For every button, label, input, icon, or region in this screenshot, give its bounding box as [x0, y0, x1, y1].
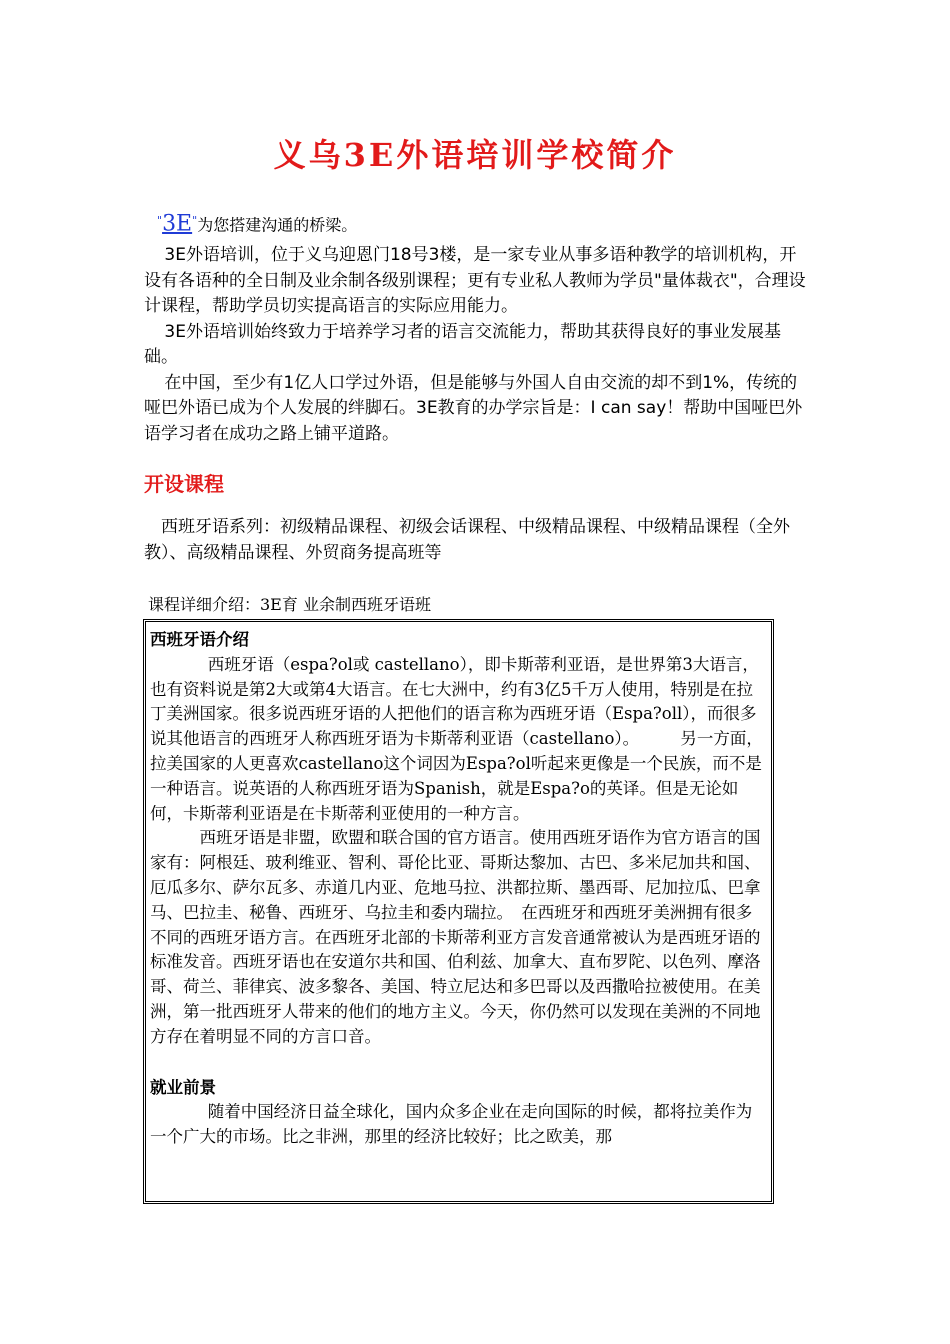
intro-paragraph: 在中国，至少有1亿人口学过外语，但是能够与外国人自由交流的却不到1%，传统的哑巴外语已成为个人发展的绊脚石。3E教育的办学宗旨是：I can say！帮助中国哑巴外语学习者在成功之路上铺平道路。: [144, 372, 803, 444]
slogan-open-quote: ": [157, 214, 163, 227]
intro-section: [144, 243, 812, 447]
course-detail-box: [143, 619, 774, 1204]
slogan-text: 为您搭建沟通的桥梁。: [197, 215, 358, 235]
slogan: [157, 208, 357, 238]
intro-paragraph: 3E外语培训，位于义乌迎恩门18号3楼，是一家专业从事多语种教学的培训机构，开设有各语种的全日制及业余制各级别课程；更有专业私人教师为学员"量体裁衣"，合理设计课程，帮助学员切实提高语言的实际应用能力。: [144, 245, 806, 316]
spanish-intro-paragraph: 西班牙语（espa?ol或 castellano），即卡斯蒂利亚语，是世界第3大语言，也有资料说是第2大或第4大语言。在七大洲中，约有3亿5千万人使用，特别是在拉丁美洲国家。很多说西班牙语的人把他们的语言称为西班牙语（Espa?oll），而很多说其他语言的西班牙人称西班牙语为卡斯蒂利亚语（castellano）。 另一方面，拉美国家的人更喜欢castellano这个词因为Espa?ol听起来更像是一个民族，而不是一种语言。说英语的人称西班牙语为Spanish，就是Espa?o的英译。但是无论如何，卡斯蒂利亚语是在卡斯蒂利亚使用的一种方言。: [150, 654, 763, 823]
career-paragraph: 随着中国经济日益全球化，国内众多企业在走向国际的时候，都将拉美作为一个广大的市场。比之非洲，那里的经济比较好；比之欧美，那: [150, 1102, 753, 1147]
intro-paragraph: 3E外语培训始终致力于培养学习者的语言交流能力，帮助其获得良好的事业发展基础。: [144, 321, 781, 367]
page-title: 义乌3E外语培训学校简介: [273, 136, 677, 174]
career-heading: 就业前景: [150, 1077, 216, 1097]
course-series: 西班牙语系列：初级精品课程、初级会话课程、中级精品课程、中级精品课程（全外教）、高级精品课程、外贸商务提高班等: [144, 517, 790, 563]
spanish-intro-heading: 西班牙语介绍: [150, 630, 249, 649]
courses-heading: 开设课程: [144, 472, 224, 496]
spanish-intro-paragraph: 西班牙语是非盟，欧盟和联合国的官方语言。使用西班牙语作为官方语言的国家有：阿根廷、玻利维亚、智利、哥伦比亚、哥斯达黎加、古巴、多米尼加共和国、厄瓜多尔、萨尔瓦多、赤道几内亚、危地马拉、洪都拉斯、墨西哥、尼加拉瓜、巴拿马、巴拉圭、秘鲁、西班牙、乌拉圭和委内瑞拉。 在西班牙和西班牙美洲拥有很多不同的西班牙语方言。在西班牙北部的卡斯蒂利亚方言发音通常被认为是西班牙语的标准发音。西班牙语也在安道尔共和国、伯利兹、加拿大、直布罗陀、以色列、摩洛哥、荷兰、菲律宾、波多黎各、美国、特立尼达和多巴哥以及西撒哈拉被使用。在美洲，第一批西班牙人带来的他们的地方主义。今天，你仍然可以发现在美洲的不同地方存在着明显不同的方言口音。: [150, 828, 761, 1046]
spacer: [150, 1050, 767, 1076]
slogan-close-quote: ": [192, 214, 198, 227]
brand-link[interactable]: 3E: [162, 211, 193, 237]
course-detail-label: 课程详细介绍：3E育 业余制西班牙语班: [148, 595, 431, 614]
